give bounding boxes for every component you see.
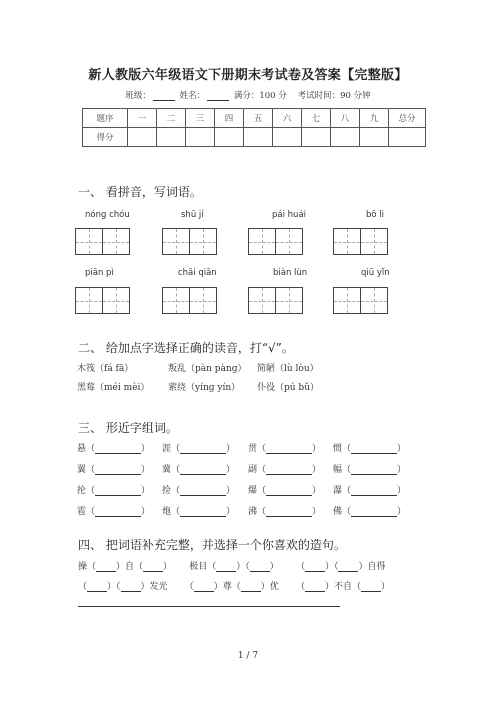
base-char: 爆 bbox=[248, 486, 258, 496]
grid-cell[interactable] bbox=[248, 287, 276, 314]
section2-heading: 二、 给加点字选择正确的读音，打“√”。 bbox=[78, 341, 294, 355]
grid-cell[interactable] bbox=[189, 228, 217, 255]
base-char: 雹 bbox=[77, 507, 87, 517]
base-char: 幅 bbox=[333, 465, 343, 475]
grid-cell[interactable] bbox=[102, 228, 130, 255]
header-cell: 七 bbox=[302, 109, 331, 128]
base-char: 佛 bbox=[333, 507, 343, 517]
word-building-item: 雹（ ） bbox=[77, 507, 151, 517]
base-char: 炮 bbox=[162, 507, 172, 517]
fill-blank[interactable] bbox=[194, 582, 214, 592]
word-blank[interactable] bbox=[95, 465, 141, 475]
grid-cell[interactable] bbox=[102, 287, 130, 314]
word-blank[interactable] bbox=[180, 486, 226, 496]
word-blank[interactable] bbox=[95, 507, 141, 517]
grid-cell[interactable] bbox=[248, 228, 276, 255]
score-table bbox=[82, 108, 426, 147]
word-building-item: 沸（ ） bbox=[248, 507, 322, 517]
word-blank[interactable] bbox=[266, 465, 312, 475]
fill-text: ）（ bbox=[324, 562, 339, 572]
fill-blank[interactable] bbox=[143, 562, 163, 572]
pinyin-label: qiū yǐn bbox=[361, 268, 390, 278]
word-blank[interactable] bbox=[351, 465, 397, 475]
fill-blank[interactable] bbox=[250, 562, 270, 572]
score-table-header-row bbox=[83, 109, 426, 128]
header-cell: 八 bbox=[331, 109, 360, 128]
grid-cell[interactable] bbox=[162, 228, 190, 255]
base-char: 沸 bbox=[248, 507, 258, 517]
fill-text: ）自（ bbox=[116, 562, 144, 572]
fill-text: 操（ bbox=[78, 562, 97, 572]
word-blank[interactable] bbox=[180, 507, 226, 517]
fill-text: （ bbox=[184, 582, 194, 592]
word-building-item: 爆（ ） bbox=[248, 486, 322, 496]
word-blank[interactable] bbox=[180, 465, 226, 475]
word-blank[interactable] bbox=[351, 486, 397, 496]
writing-grid[interactable] bbox=[75, 287, 129, 314]
grid-cell[interactable] bbox=[275, 228, 303, 255]
section1-heading: 一、 看拼音，写词语。 bbox=[78, 185, 202, 199]
base-char: 冀 bbox=[162, 465, 172, 475]
fill-text: ） bbox=[380, 582, 390, 592]
header-cell: 九 bbox=[360, 109, 389, 128]
header-cell: 总分 bbox=[389, 109, 426, 128]
grid-cell[interactable] bbox=[360, 228, 388, 255]
fill-line-1 bbox=[78, 559, 385, 572]
fill-blank[interactable] bbox=[338, 562, 358, 572]
score-cell[interactable] bbox=[244, 128, 273, 147]
name-blank[interactable] bbox=[207, 92, 229, 101]
word-building-item: 翼（ ） bbox=[77, 465, 151, 475]
writing-grid[interactable] bbox=[248, 228, 302, 255]
score-cell[interactable] bbox=[360, 128, 389, 147]
writing-grid[interactable] bbox=[333, 228, 387, 255]
score-row-label: 得分 bbox=[83, 128, 128, 147]
grid-cell[interactable] bbox=[189, 287, 217, 314]
header-cell: 六 bbox=[273, 109, 302, 128]
word-building-item: 捡（ ） bbox=[162, 486, 236, 496]
grid-cell[interactable] bbox=[275, 287, 303, 314]
word-building-item: 抡（ ） bbox=[77, 486, 151, 496]
grid-cell[interactable] bbox=[333, 287, 361, 314]
base-char: 悬 bbox=[77, 444, 87, 454]
score-cell[interactable] bbox=[186, 128, 215, 147]
fill-text: ）尊（ bbox=[213, 582, 241, 592]
exam-info bbox=[0, 89, 496, 101]
pinyin-label: nóng chóu bbox=[85, 210, 130, 220]
base-char: 捡 bbox=[162, 486, 172, 496]
page-title: 新人教版六年级语文下册期末考试卷及答案【完整版】 bbox=[88, 68, 408, 83]
pinyin-label: piān pì bbox=[85, 268, 114, 278]
fill-text: ）（ bbox=[236, 562, 250, 572]
header-cell: 五 bbox=[244, 109, 273, 128]
fill-blank[interactable] bbox=[361, 582, 381, 592]
fill-blank[interactable] bbox=[96, 562, 116, 572]
score-cell[interactable] bbox=[157, 128, 186, 147]
base-char: 惯 bbox=[333, 444, 343, 454]
grid-cell[interactable] bbox=[75, 287, 103, 314]
fill-text: ） bbox=[269, 562, 279, 572]
fill-blank[interactable] bbox=[87, 582, 107, 592]
score-cell[interactable] bbox=[331, 128, 360, 147]
class-label: 班级： bbox=[125, 91, 151, 101]
grid-cell[interactable] bbox=[333, 228, 361, 255]
class-blank[interactable] bbox=[153, 92, 175, 101]
word-blank[interactable] bbox=[266, 444, 312, 454]
fill-text: （ bbox=[295, 562, 305, 572]
header-cell: 一 bbox=[128, 109, 157, 128]
reading-item[interactable]: 简陋（lù lòu） bbox=[257, 364, 319, 374]
page-number: 1 / 7 bbox=[237, 651, 259, 661]
fill-blank[interactable] bbox=[121, 582, 141, 592]
header-cell: 题序 bbox=[83, 109, 128, 128]
word-blank[interactable] bbox=[266, 486, 312, 496]
fill-text: ）优 bbox=[260, 582, 279, 592]
base-char: 瀑 bbox=[333, 486, 343, 496]
reading-item[interactable]: 叛乱（pàn pàng） bbox=[168, 364, 247, 374]
word-blank[interactable] bbox=[266, 507, 312, 517]
pinyin-label: biàn lùn bbox=[273, 268, 308, 278]
pinyin-label: pái huái bbox=[272, 210, 307, 220]
writing-grid[interactable] bbox=[162, 287, 216, 314]
base-char: 抡 bbox=[77, 486, 87, 496]
grid-cell[interactable] bbox=[162, 287, 190, 314]
fill-text: ）（ bbox=[107, 582, 121, 592]
word-building-item: 佛（ ） bbox=[333, 507, 407, 517]
fill-text: ）自得 bbox=[358, 562, 386, 572]
word-building-item: 悬（ ） bbox=[77, 444, 151, 454]
header-cell: 四 bbox=[215, 109, 244, 128]
base-char: 副 bbox=[248, 465, 258, 475]
reading-item[interactable]: 木筏（fá fā） bbox=[77, 364, 134, 374]
word-building-item: 冀（ ） bbox=[162, 465, 236, 475]
word-blank[interactable] bbox=[95, 486, 141, 496]
header-cell: 二 bbox=[157, 109, 186, 128]
reading-item[interactable]: 萦绕（yíng yín） bbox=[168, 383, 241, 393]
reading-item[interactable]: 仆役（pú bǔ） bbox=[257, 383, 319, 393]
name-label: 姓名： bbox=[179, 91, 206, 101]
word-building-item: 炮（ ） bbox=[162, 507, 236, 517]
fill-text: 极目（ bbox=[189, 562, 217, 572]
word-building-item: 涯（ ） bbox=[162, 444, 236, 454]
base-char: 涯 bbox=[162, 444, 172, 454]
section3-heading: 三、 形近字组词。 bbox=[78, 421, 178, 435]
grid-cell[interactable] bbox=[360, 287, 388, 314]
writing-grid[interactable] bbox=[75, 228, 129, 255]
score-cell[interactable] bbox=[273, 128, 302, 147]
base-char: 贯 bbox=[248, 444, 258, 454]
word-building-item: 贯（ ） bbox=[248, 444, 322, 454]
score-table-score-row bbox=[83, 128, 426, 147]
score-cell[interactable] bbox=[302, 128, 331, 147]
word-blank[interactable] bbox=[95, 444, 141, 454]
sentence-answer-line[interactable] bbox=[78, 606, 340, 607]
fill-line-2 bbox=[78, 579, 390, 592]
fill-text: （ bbox=[78, 582, 88, 592]
fill-text: ）发光 bbox=[140, 582, 168, 592]
base-char: 翼 bbox=[77, 465, 87, 475]
score-cell[interactable] bbox=[389, 128, 426, 147]
score-label: 满分：100 分 bbox=[233, 91, 287, 101]
pinyin-label: chāi qiān bbox=[178, 268, 217, 278]
reading-item[interactable]: 黑莓（méi mèi） bbox=[77, 383, 150, 393]
writing-grid[interactable] bbox=[162, 228, 216, 255]
word-building-item: 副（ ） bbox=[248, 465, 322, 475]
score-cell[interactable] bbox=[215, 128, 244, 147]
fill-blank[interactable] bbox=[216, 562, 236, 572]
fill-text: ） bbox=[163, 562, 173, 572]
pinyin-label: shū jí bbox=[181, 210, 204, 220]
word-blank[interactable] bbox=[351, 507, 397, 517]
fill-blank[interactable] bbox=[241, 582, 261, 592]
writing-grid[interactable] bbox=[333, 287, 387, 314]
word-building-item: 幅（ ） bbox=[333, 465, 407, 475]
word-blank[interactable] bbox=[351, 444, 397, 454]
header-cell: 三 bbox=[186, 109, 215, 128]
word-building-item: 惯（ ） bbox=[333, 444, 407, 454]
fill-blank[interactable] bbox=[305, 562, 325, 572]
time-label: 考试时间：90 分钟 bbox=[297, 91, 371, 101]
fill-blank[interactable] bbox=[305, 582, 325, 592]
word-blank[interactable] bbox=[180, 444, 226, 454]
section4-heading: 四、 把词语补充完整，并选择一个你喜欢的造句。 bbox=[78, 538, 346, 552]
pinyin-label: bō li bbox=[366, 210, 385, 220]
fill-text: （ bbox=[295, 582, 305, 592]
word-building-item: 瀑（ ） bbox=[333, 486, 407, 496]
writing-grid[interactable] bbox=[248, 287, 302, 314]
grid-cell[interactable] bbox=[75, 228, 103, 255]
fill-text: ）不自（ bbox=[324, 582, 361, 592]
score-cell[interactable] bbox=[128, 128, 157, 147]
